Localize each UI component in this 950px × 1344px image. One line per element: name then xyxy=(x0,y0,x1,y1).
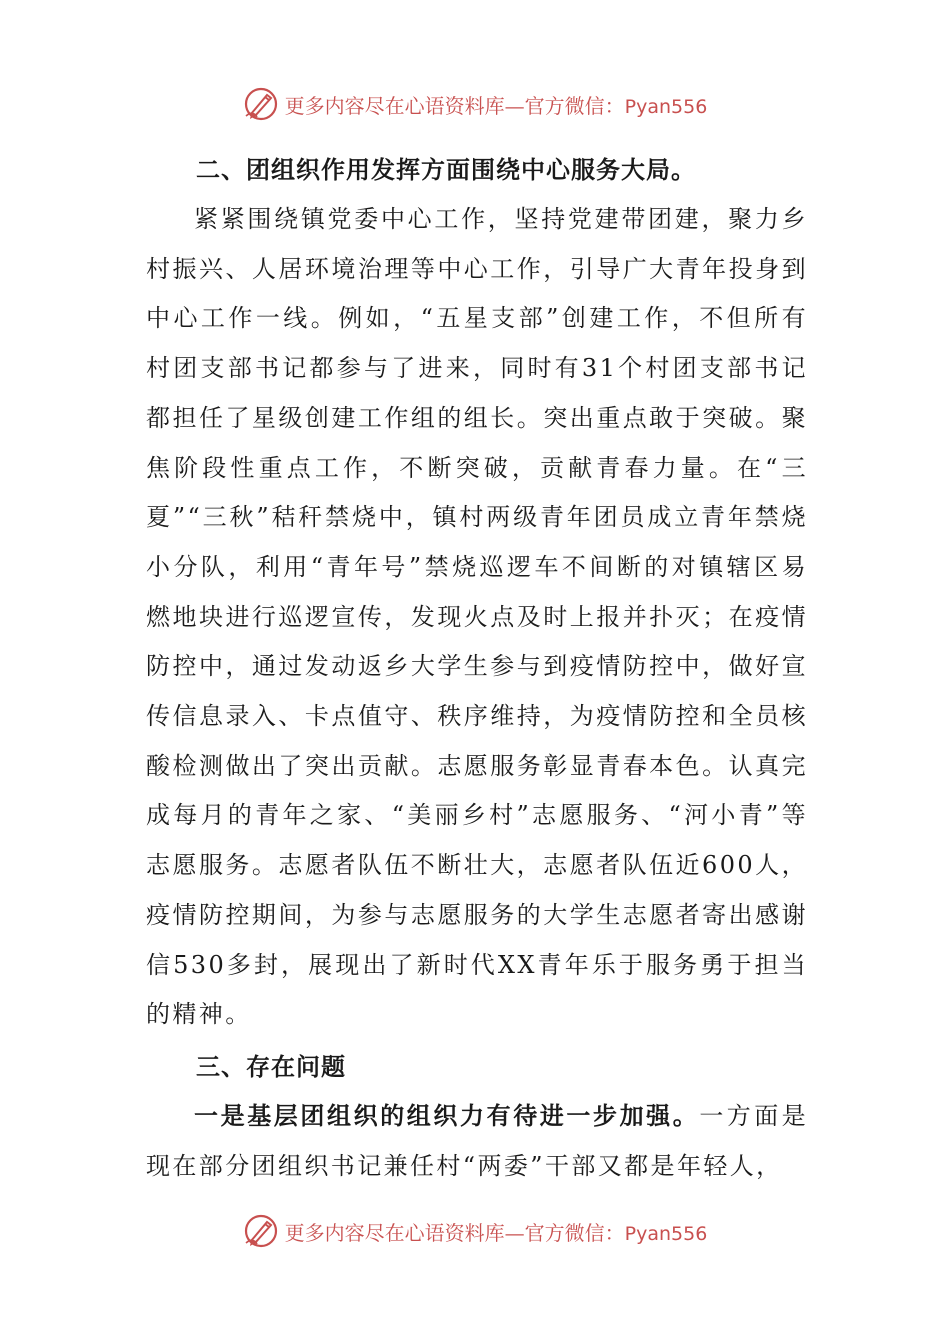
document-body xyxy=(146,145,808,1191)
paragraph-three xyxy=(146,1092,808,1191)
pen-logo-icon xyxy=(243,86,279,122)
section-heading-two: 二、团组织作用发挥方面围绕中心服务大局。 xyxy=(196,156,696,184)
paragraph-two: 紧紧围绕镇党委中心工作，坚持党建带团建，聚力乡村振兴、人居环境治理等中心工作，引导广大青年投身到中心工作一线。例如，“五星支部”创建工作，不但所有村团支部书记都参与了进来，同时有31个村团支部书记都担任了星级创建工作组的组长。突出重点敢于突破。聚焦阶段性重点工作，不断突破，贡献青春力量。在“三夏”“三秋”秸秆禁烧中，镇村两级青年团员成立青年禁烧小分队，利用“青年号”禁烧巡逻车不间断的对镇辖区易燃地块进行巡逻宣传，发现火点及时上报并扑灭；在疫情防控中，通过发动返乡大学生参与到疫情防控中，做好宣传信息录入、卡点值守、秩序维持，为疫情防控和全员核酸检测做出了突出贡献。志愿服务彰显青春本色。认真完成每月的青年之家、“美丽乡村”志愿服务、“河小青”等志愿服务。志愿者队伍不断壮大，志愿者队伍近600人，疫情防控期间，为参与志愿服务的大学生志愿者寄出感谢信530多封，展现出了新时代XX青年乐于服务勇于担当的精神。 xyxy=(146,205,808,1029)
paragraph-three-body: 一方面是现在部分团组织书记兼任村“两委”干部又都是年轻人， xyxy=(146,1101,808,1180)
watermark-handle: Pyan556 xyxy=(624,1222,708,1245)
pen-logo-icon xyxy=(243,1213,279,1249)
watermark-handle: Pyan556 xyxy=(624,95,708,118)
watermark-text: 更多内容尽在心语资料库—官方微信：Pyan556 xyxy=(284,1220,708,1245)
paragraph-three-lead: 一是基层团组织的组织力有待进一步加强。 xyxy=(194,1101,700,1130)
section-heading-three: 三、存在问题 xyxy=(196,1052,346,1081)
watermark-text: 更多内容尽在心语资料库—官方微信：Pyan556 xyxy=(284,93,708,118)
watermark-footer xyxy=(0,1209,950,1253)
watermark-header xyxy=(0,82,950,126)
